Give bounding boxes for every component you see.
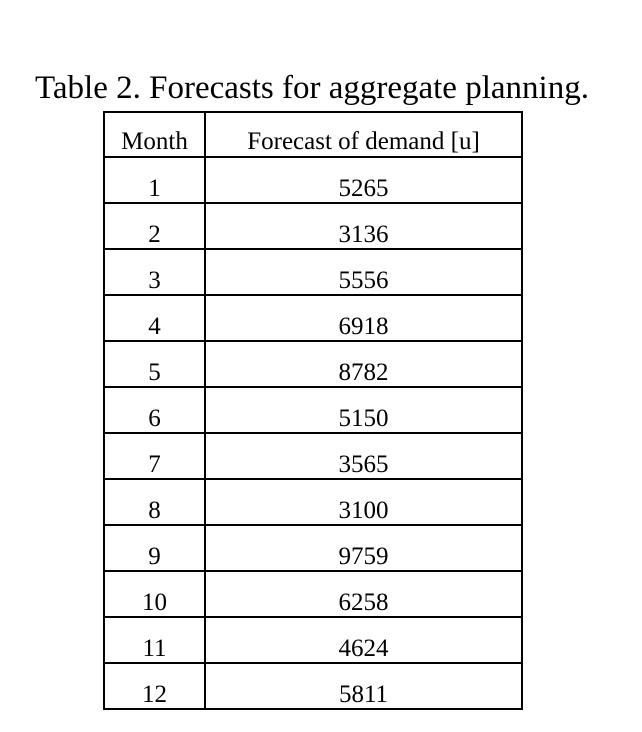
month-cell: 8 [104, 479, 205, 525]
forecast-cell: 5556 [205, 249, 522, 295]
month-cell: 7 [104, 433, 205, 479]
table-header-row [104, 112, 522, 157]
forecast-cell: 5811 [205, 663, 522, 709]
month-cell: 6 [104, 387, 205, 433]
forecast-table [103, 111, 523, 710]
table-row [104, 433, 522, 479]
month-cell: 10 [104, 571, 205, 617]
forecast-cell: 9759 [205, 525, 522, 571]
table-row [104, 663, 522, 709]
month-cell: 12 [104, 663, 205, 709]
forecast-cell: 3565 [205, 433, 522, 479]
table-row [104, 387, 522, 433]
table-row [104, 295, 522, 341]
month-cell: 5 [104, 341, 205, 387]
forecast-cell: 6918 [205, 295, 522, 341]
forecast-cell: 4624 [205, 617, 522, 663]
month-cell: 9 [104, 525, 205, 571]
table-row [104, 157, 522, 203]
forecast-cell: 8782 [205, 341, 522, 387]
forecast-cell: 3100 [205, 479, 522, 525]
column-header-forecast: Forecast of demand [u] [205, 112, 522, 157]
table-row [104, 571, 522, 617]
month-cell: 2 [104, 203, 205, 249]
forecast-cell: 5265 [205, 157, 522, 203]
month-cell: 3 [104, 249, 205, 295]
month-cell: 4 [104, 295, 205, 341]
forecast-cell: 3136 [205, 203, 522, 249]
month-cell: 1 [104, 157, 205, 203]
month-cell: 11 [104, 617, 205, 663]
table-row [104, 203, 522, 249]
column-header-month: Month [104, 112, 205, 157]
table-row [104, 249, 522, 295]
forecast-cell: 5150 [205, 387, 522, 433]
table-caption: Table 2. Forecasts for aggregate planning. [35, 70, 589, 106]
table-row [104, 479, 522, 525]
table-row [104, 617, 522, 663]
forecast-cell: 6258 [205, 571, 522, 617]
table-row [104, 341, 522, 387]
table-row [104, 525, 522, 571]
